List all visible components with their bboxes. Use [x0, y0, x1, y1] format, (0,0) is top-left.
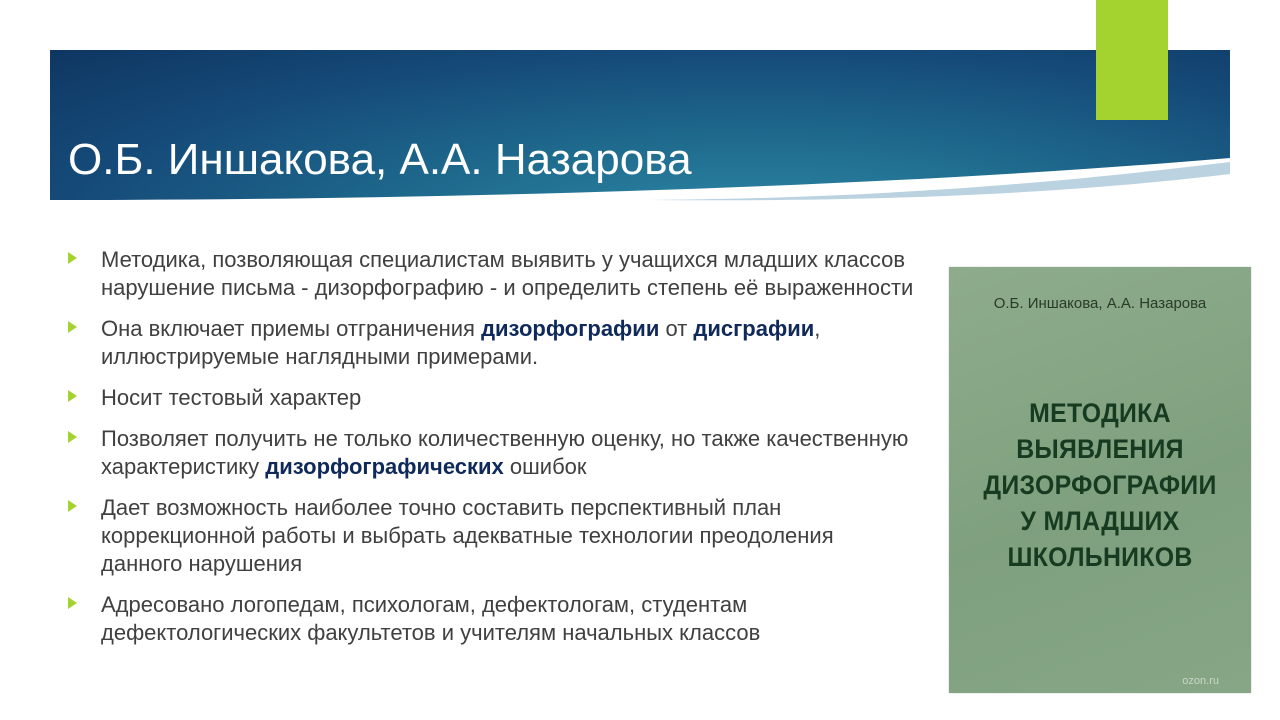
- slide-title: О.Б. Иншакова, А.А. Назарова: [68, 135, 692, 184]
- bullet-item: [68, 384, 918, 412]
- book-title-line: МЕТОДИКА: [1029, 398, 1171, 428]
- bullet-text: Методика, позволяющая специалистам выявить у учащихся младших классов нарушение письма - дизорфографию - и определить степень её выраженности: [101, 247, 914, 300]
- accent-bar: [1096, 0, 1168, 120]
- watermark: ozon.ru: [1182, 675, 1219, 687]
- bullet-item: [68, 425, 918, 481]
- bullet-text: Носит тестовый характер: [101, 385, 362, 410]
- highlighted-term: дисграфии: [693, 316, 815, 341]
- book-title-line: У МЛАДШИХ: [1020, 506, 1180, 536]
- bullet-text: Адресовано логопедам, психологам, дефектологам, студентам дефектологических факультетов и учителям начальных классов: [101, 592, 761, 645]
- bullet-text: от: [659, 316, 694, 341]
- book-title-line: ДИЗОРФОГРАФИИ: [983, 470, 1217, 500]
- bullet-arrow-icon: [68, 597, 77, 609]
- bullet-arrow-icon: [68, 390, 77, 402]
- book-title: [961, 395, 1239, 575]
- bullet-arrow-icon: [68, 252, 77, 264]
- bullet-text: Она включает приемы отграничения: [101, 316, 482, 341]
- bullet-item: [68, 246, 918, 302]
- bullet-text: ошибок: [503, 454, 587, 479]
- bullet-item: [68, 315, 918, 371]
- book-title-line: ВЫЯВЛЕНИЯ: [1016, 434, 1184, 464]
- highlighted-term: дизорфографии: [481, 316, 660, 341]
- bullet-text: Дает возможность наиболее точно составить перспективный план коррекционной работы и выбрать адекватные технологии преодоления данного нарушения: [101, 495, 834, 576]
- bullet-text: Позволяет получить не только количественную оценку, но также качественную характеристику: [101, 426, 909, 479]
- book-authors: О.Б. Иншакова, А.А. Назарова: [993, 295, 1207, 312]
- bullet-item: [68, 591, 918, 647]
- bullet-text: , иллюстрируемые наглядными примерами.: [101, 316, 821, 369]
- highlighted-term: дизорфографических: [265, 454, 504, 479]
- bullet-list: [68, 246, 918, 660]
- bullet-item: [68, 494, 918, 578]
- bullet-arrow-icon: [68, 321, 77, 333]
- bullet-arrow-icon: [68, 431, 77, 443]
- bullet-arrow-icon: [68, 500, 77, 512]
- book-cover: [949, 267, 1251, 693]
- book-title-line: ШКОЛЬНИКОВ: [1007, 542, 1193, 572]
